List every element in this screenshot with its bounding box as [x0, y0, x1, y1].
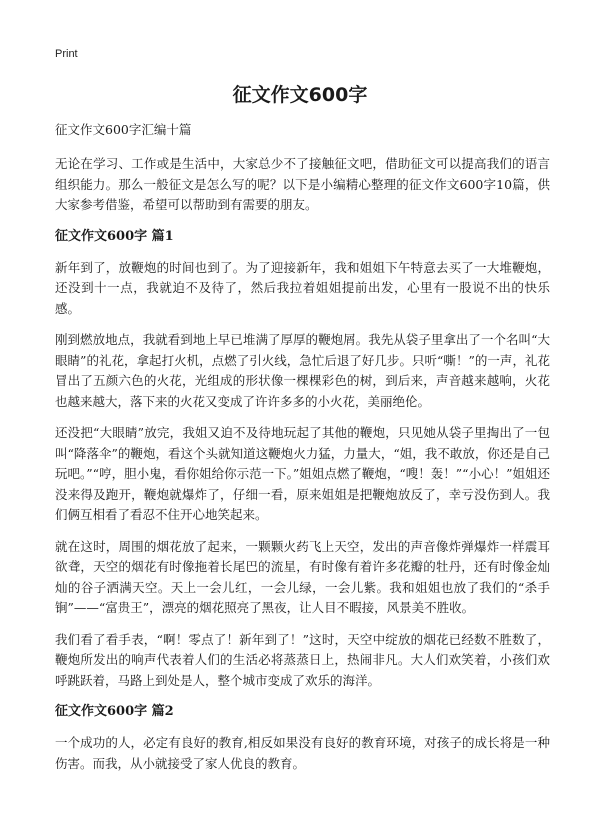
document-body — [55, 120, 550, 785]
paragraph: 就在这时，周围的烟花放了起来，一颗颗火药飞上天空，发出的声音像炸弹爆炸一样震耳欲聋，天空的烟花有时像拖着长尾巴的流星，有时像有着许多花瓣的牡丹，还有时像金灿灿的谷子洒满天空。天上一会儿红，一会儿绿，一会儿紫。我和姐姐也放了我们的“杀手锏”——“富贵王”，漂亮的烟花照亮了黑夜，让人目不暇接，风景美不胜收。 — [55, 538, 550, 615]
section-2 — [55, 702, 550, 774]
section-1 — [55, 227, 550, 692]
print-link[interactable]: Print — [55, 48, 78, 60]
paragraph: 一个成功的人，必定有良好的教育,相反如果没有良好的教育环境，对孩子的成长将是一种伤害。而我，从小就接受了家人优良的教育。 — [55, 735, 550, 771]
paragraph: 还没把“大眼睛”放完，我姐又迫不及待地玩起了其他的鞭炮，只见她从袋子里掏出了一包叫“降落伞”的鞭炮，看这个头就知道这鞭炮火力猛，力量大，“姐，我不敢放，你还是自己玩吧。”“哼，胆小鬼，看你姐给你示范一下。”姐姐点燃了鞭炮，“嗖！轰！”“小心！”姐姐还没来得及跑开，鞭炮就爆炸了，仔细一看，原来姐姐是把鞭炮放反了，幸亏没伤到人。我们俩互相看了看忍不住开心地笑起来。 — [55, 425, 550, 522]
paragraph: 我们看了看手表，“啊！零点了！新年到了！”这时，天空中绽放的烟花已经数不胜数了，鞭炮所发出的响声代表着人们的生活必将蒸蒸日上，热闹非凡。大人们欢笑着，小孩们欢呼跳跃着，马路上到处是人，整个城市变成了欢乐的海洋。 — [55, 631, 550, 688]
paragraph: 刚到燃放地点，我就看到地上早已堆满了厚厚的鞭炮屑。我先从袋子里拿出了一个名叫“大眼睛”的礼花，拿起打火机，点燃了引火线，急忙后退了好几步。只听“嘶！”的一声，礼花冒出了五颜六色的火花，光组成的形状像一棵棵彩色的树，到后来，声音越来越响，火花也越来越大，落下来的火花又变成了许许多多的小火花，美丽绝伦。 — [55, 332, 550, 409]
section-heading: 征文作文600字 篇1 — [55, 228, 174, 244]
section-heading: 征文作文600字 篇2 — [55, 704, 174, 719]
intro-paragraph: 无论在学习、工作或是生活中，大家总少不了接触征文吧，借助征文可以提高我们的语言组织能力。那么一般征文是怎么写的呢？以下是小编精心整理的征文作文600字10篇，供大家参考借鉴，希望可以帮助到有需要的朋友。 — [55, 156, 550, 212]
document-title: 征文作文600字 — [232, 84, 368, 106]
document-subtitle: 征文作文600字汇编十篇 — [55, 122, 192, 137]
paragraph: 新年到了，放鞭炮的时间也到了。为了迎接新年，我和姐姐下午特意去买了一大堆鞭炮，还没到十一点，我就迫不及待了，然后我拉着姐姐提前出发，心里有一股说不出的快乐感。 — [55, 259, 550, 316]
